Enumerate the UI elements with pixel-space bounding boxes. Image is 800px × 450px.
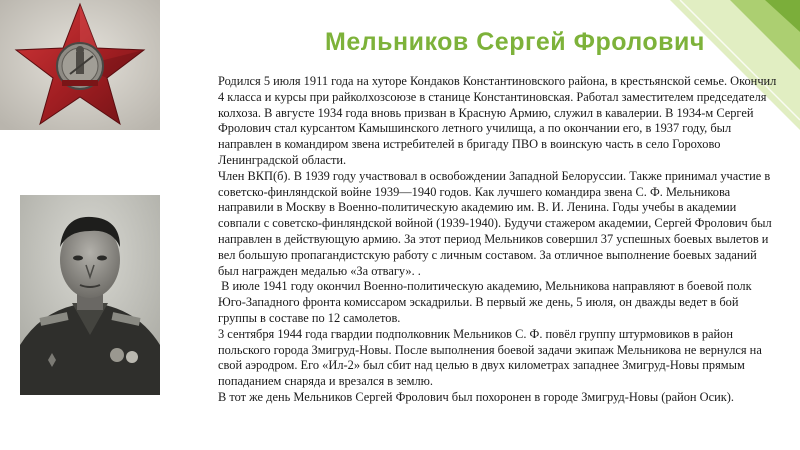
portrait-photo: [20, 195, 160, 395]
biography-paragraph: В июле 1941 году окончил Военно-политическую академию, Мельникова направляют в боевой полк Юго-Западного фронта комиссаром эскадрильи. В первый же день, 5 июля, он дважды ведет в бой группы в составе по 12 самолетов.: [218, 279, 755, 325]
biography-paragraph: Родился 5 июля 1911 года на хуторе Кондаков Константиновского района, в крестьянской семье. Окончил 4 класса и курсы при райколхозсоюзе в станице Константиновская. Работал заместителем председателя колхоза. В августе 1934 года вновь призван в Красную Армию, служил в кавалерии. В 1934-м Сергей Фролович стал курсантом Камышинского летного училища, а по окончании его, в 1937 году, был направлен в командиром звена истребителей в бригаду ПВО в воинскую часть в село Горохово Ленинградской области.: [218, 74, 777, 167]
biography-paragraph: В тот же день Мельников Сергей Фролович был похоронен в городе Змигруд-Новы (район Осик).: [218, 389, 734, 404]
biography-paragraph: Член ВКП(б). В 1939 году участвовал в освобождении Западной Белоруссии. Также принимал участие в советско-финляндской войне 1939—1940 годов. Как лучшего командира звена С. Ф. Мельникова направили в Москву в Военно-политическую академию им. В. И. Ленина. Годы учебы в академии совпали с советско-финляндской войной (1939-1940). Будучи стажером академии, Сергей Фролович был направлен в действующую армию. За этот период Мельников совершил 37 успешных боевых вылетов и вел большую пропагандистскую работу с личным составом. За отличное выполнение боевых заданий был награжден медалью «За отвагу». .: [218, 168, 772, 278]
star-order-photo: [0, 0, 160, 130]
page-title: Мельников Сергей Фролович: [325, 28, 705, 56]
biography-text: [218, 74, 778, 406]
biography-paragraph: 3 сентября 1944 года гвардии подполковник Мельников С. Ф. повёл группу штурмовиков в район польского города Змигруд-Новы. После выполнения боевой задачи экипаж Мельникова не вернулся на свой аэродром. Его «Ил-2» был сбит над целью в двух километрах западнее Змигруд-Новы прямым попаданием снаряда и врезался в землю.: [218, 326, 762, 389]
